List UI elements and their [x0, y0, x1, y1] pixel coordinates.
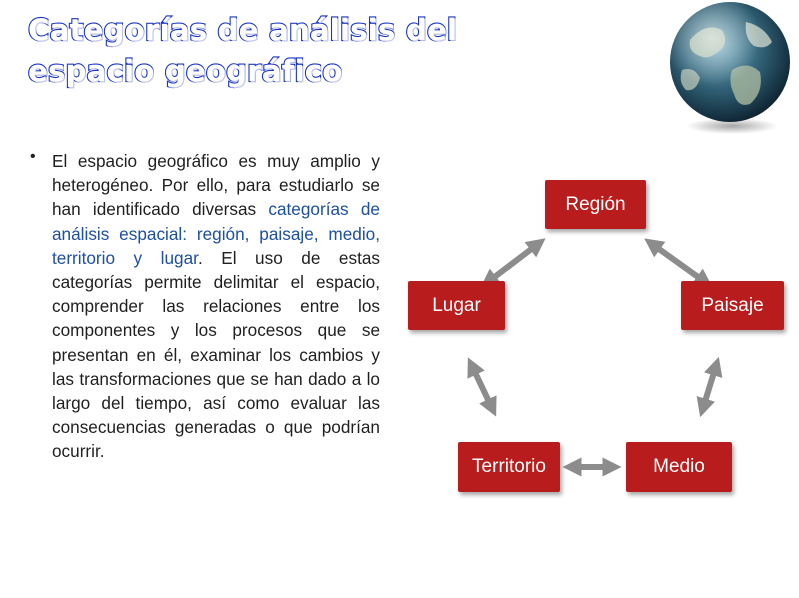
title-line-2: espacio geográfico — [28, 54, 343, 88]
box-medio: Medio — [626, 442, 732, 492]
box-paisaje: Paisaje — [681, 281, 784, 330]
paragraph-part-2: . El uso de estas categorías permite delimitar el espacio, comprender las relaciones entre los componentes y los procesos que se presentan en él, examinar los cambios y las transformaciones que se han dado a lo largo del tiempo, así como evaluar las consecuencias generadas o que podrían ocurrir. — [52, 247, 381, 462]
arrow-region-lugar — [488, 244, 538, 282]
bullet-marker: • — [30, 148, 36, 165]
box-lugar: Lugar — [408, 281, 505, 330]
title-line-1: Categorías de análisis del — [28, 13, 458, 47]
arrow-paisaje-medio — [703, 366, 716, 408]
box-region: Región — [545, 180, 646, 229]
box-territorio: Territorio — [458, 442, 560, 492]
arrow-region-paisaje — [652, 244, 705, 282]
paragraph-part-1: El espacio geográfico es muy amplio y heterogéneo. Por ello, para estudiarlo se han identificado diversas — [52, 151, 380, 220]
arrow-lugar-territorio — [472, 366, 492, 408]
paragraph-highlight: categorías de análisis espacial: región, paisaje, medio, territorio y lugar — [52, 199, 380, 268]
